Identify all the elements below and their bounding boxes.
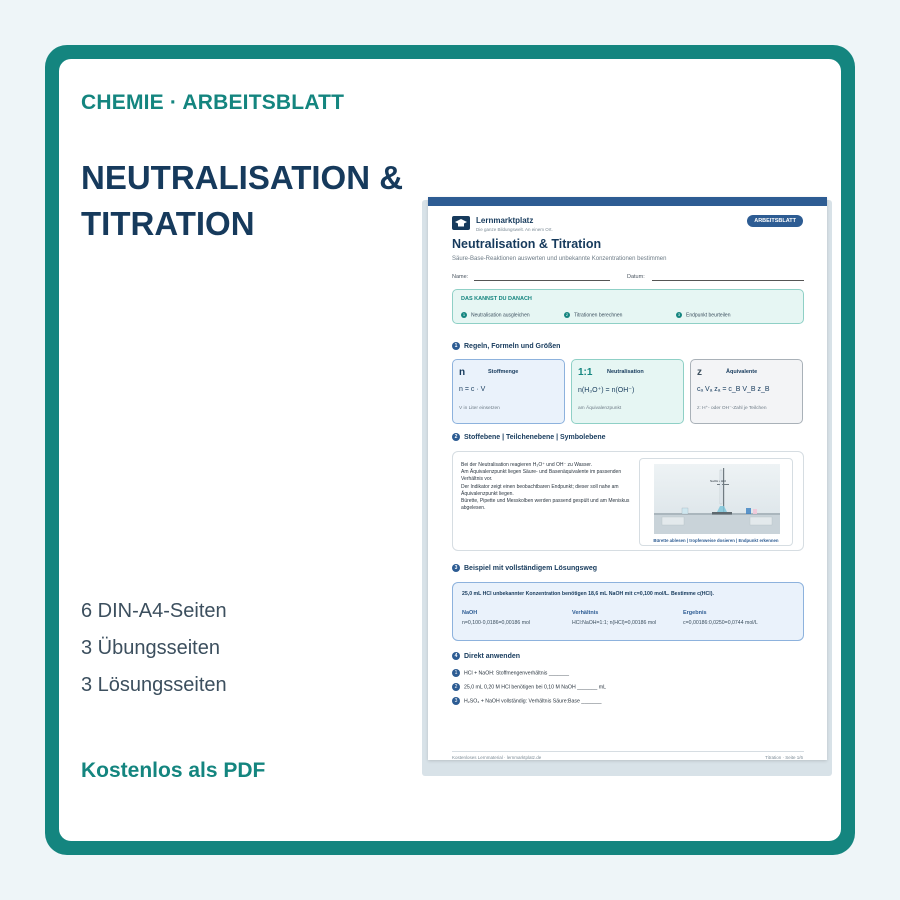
card-name: Stoffmenge	[488, 369, 519, 375]
example-column-head: Verhältnis	[572, 610, 599, 616]
goal-item: 3 Endpunkt beurteilen	[677, 312, 731, 319]
date-line[interactable]	[652, 280, 804, 281]
card-formula: n(H₃O⁺) = n(OH⁻)	[578, 387, 635, 394]
brand-name: Lernmarktplatz	[476, 216, 534, 225]
photo-caption: Bürette ablesen | tropfenweise dosieren | Endpunkt erkennen	[653, 538, 779, 543]
feature-item: 6 DIN-A4-Seiten	[81, 600, 227, 622]
formula-card-aequivalente	[690, 359, 803, 424]
section-heading: 1 Regeln, Formeln und Größen	[452, 342, 560, 350]
example-column-value: HCl:NaOH=1:1; n(HCl)=0,00186 mol	[572, 620, 657, 626]
section-heading: 3 Beispiel mit vollständigem Lösungsweg	[452, 564, 597, 572]
page-title: NEUTRALISATION & TITRATION	[81, 159, 404, 242]
card-formula: cₐ Vₐ zₐ = c_B V_B z_B	[697, 386, 770, 393]
card-symbol: z	[697, 367, 702, 378]
section-heading: 4 Direkt anwenden	[452, 652, 520, 660]
example-column-head: Ergebnis	[683, 610, 707, 616]
number-badge: 1	[462, 312, 466, 317]
section-heading: 2 Stoffebene | Teilchenebene | Symbolebene	[452, 433, 606, 441]
card-note: z: H⁺- oder OH⁻-Zahl je Teilchen	[697, 406, 767, 411]
goal-item: 1 Neutralisation ausgleichen	[462, 312, 530, 319]
titration-photo-frame	[639, 458, 793, 546]
worksheet-subtitle: Säure-Base-Reaktionen auswerten und unbekannte Konzentrationen bestimmen	[452, 256, 667, 262]
task-item: 3 H₂SO₄ + NaOH vollständig: Verhältnis Säure:Base _______	[452, 697, 602, 705]
worksheet-title: Neutralisation & Titration	[452, 237, 602, 251]
photo-label: NaOH • HCl	[710, 479, 727, 483]
feature-item: 3 Lösungsseiten	[81, 674, 227, 696]
feature-list	[81, 593, 227, 704]
footer-right: Titration · Seite 1/6	[765, 755, 803, 760]
brand-tagline: Die ganze Bildungswelt. An einem Ort.	[476, 227, 553, 232]
card-name: Äquivalente	[726, 369, 758, 375]
levels-box	[452, 451, 804, 551]
formula-card-neutralisation	[571, 359, 684, 424]
formula-card-stoffmenge	[452, 359, 565, 424]
date-label: Datum:	[627, 274, 645, 280]
graduation-cap-icon	[452, 216, 470, 230]
card-note: V in Liter einsetzen	[459, 406, 500, 411]
goal-item: 2 Titrationen berechnen	[565, 312, 623, 319]
card-symbol: 1:1	[578, 367, 593, 378]
task-item: 2 25,0 mL 0,20 M HCl benötigen bei 0,10 M NaOH _______ mL	[452, 683, 606, 691]
learning-goals-box	[452, 289, 804, 324]
name-line[interactable]	[474, 280, 610, 281]
card-formula: n = c · V	[459, 386, 486, 393]
example-box	[452, 582, 804, 641]
feature-item: 3 Übungsseiten	[81, 637, 220, 659]
footer-left: Kostenloses Lernmaterial · lernmarktplatz.de	[452, 755, 542, 760]
card-name: Neutralisation	[607, 369, 644, 375]
card-note: am Äquivalenzpunkt	[578, 406, 622, 411]
name-label: Name:	[452, 274, 469, 280]
example-task: 25,0 mL HCl unbekannter Konzentration benötigen 18,6 mL NaOH mit c=0,100 mol/L. Bestimme c(HCl).	[462, 591, 714, 597]
worksheet-badge: ARBEITSBLATT	[747, 215, 803, 227]
task-item: 1 HCl + NaOH: Stoffmengenverhältnis _______	[452, 669, 569, 677]
worksheet-preview	[428, 197, 827, 760]
number-badge: 2	[565, 312, 569, 317]
cta-text[interactable]: Kostenlos als PDF	[81, 759, 266, 782]
example-column-value: c=0,00186:0,0250=0,0744 mol/L	[683, 620, 758, 626]
goals-title: DAS KANNST DU DANACH	[461, 296, 532, 302]
footer-divider	[452, 751, 804, 752]
example-column-head: NaOH	[462, 610, 478, 616]
titration-setup-image	[654, 464, 780, 534]
levels-text: Bei der Neutralisation reagieren H₃O⁺ und OH⁻ zu Wasser. Am Äquivalenzpunkt liegen Säure- und Basenäquivalente im passenden Verhältnis vor. Der Indikator zeigt einen beobachtbaren Endpunkt; dieser soll nahe am Äquivalenzpunkt liegen. Bürette, Pipette und Messkolben werden passend gespült und am Meniskus abgelesen.	[461, 462, 630, 512]
subject-label: CHEMIE · ARBEITSBLATT	[81, 91, 345, 114]
card-symbol: n	[459, 367, 466, 378]
number-badge: 3	[677, 312, 681, 317]
example-column-value: n=0,100·0,0186=0,00186 mol	[462, 620, 531, 626]
